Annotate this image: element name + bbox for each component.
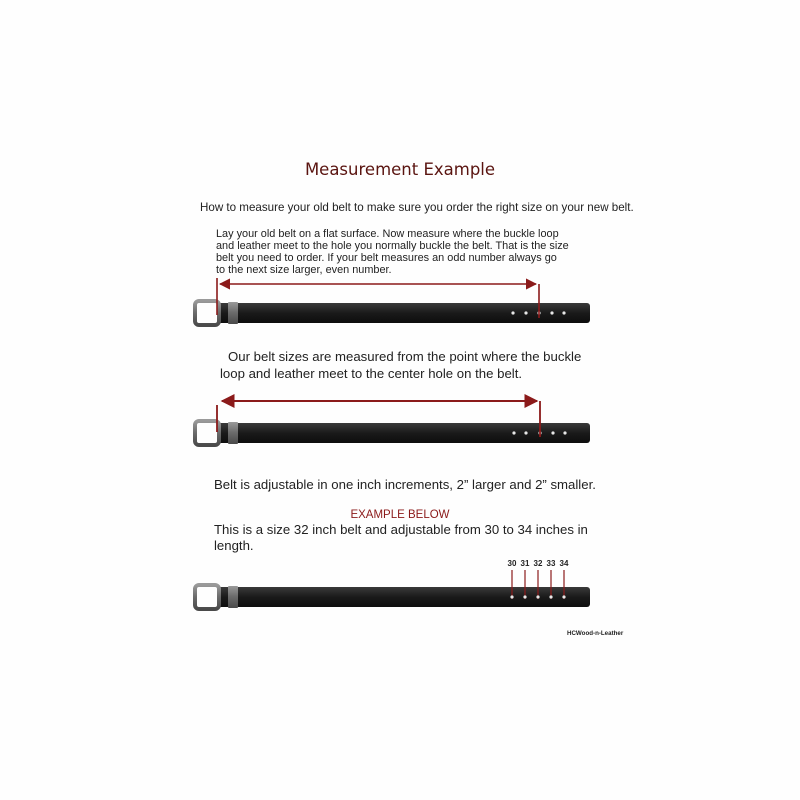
- belt-hole: [510, 595, 513, 598]
- sizing-line: loop and leather meet to the center hole on the belt.: [220, 365, 523, 381]
- size-label-30: 30: [507, 559, 517, 568]
- belt-2: [195, 401, 590, 445]
- credit-text: HCWood-n-Leather: [567, 630, 624, 637]
- buckle-icon: [195, 301, 219, 325]
- buckle-icon: [195, 585, 219, 609]
- belt-hole: [562, 595, 565, 598]
- belt-3: [195, 559, 590, 609]
- belt-loop: [228, 422, 238, 444]
- instruction-line: to the next size larger, even number.: [216, 264, 392, 276]
- belt-loop: [228, 586, 238, 608]
- belt-hole: [549, 595, 552, 598]
- example-line: length.: [214, 538, 254, 553]
- sizing-line: Our belt sizes are measured from the point where the buckle: [228, 349, 582, 364]
- example-heading: EXAMPLE BELOW: [350, 509, 450, 521]
- belt-strap: [218, 303, 590, 323]
- instruction-line: and leather meet to the hole you normally buckle the belt. That is the size: [216, 240, 569, 252]
- instruction-line: belt you need to order. If your belt measures an odd number always go: [216, 252, 557, 264]
- size-label-31: 31: [520, 559, 530, 568]
- buckle-icon: [195, 421, 219, 445]
- intro-text: How to measure your old belt to make sure you order the right size on your new belt.: [200, 201, 634, 214]
- adjustable-text: Belt is adjustable in one inch increments, 2” larger and 2” smaller.: [214, 477, 596, 492]
- instruction-line: Lay your old belt on a flat surface. Now measure where the buckle loop: [216, 228, 559, 240]
- belt-hole: [523, 595, 526, 598]
- size-label-34: 34: [559, 559, 569, 568]
- size-label-32: 32: [533, 559, 543, 568]
- belt-loop: [228, 302, 238, 324]
- page-title: Measurement Example: [304, 160, 496, 179]
- example-line: This is a size 32 inch belt and adjustable from 30 to 34 inches in: [214, 522, 588, 537]
- size-label-33: 33: [546, 559, 556, 568]
- belt-hole: [536, 595, 539, 598]
- belt-strap: [218, 423, 590, 443]
- belt-strap: [218, 587, 590, 607]
- belt-1: [195, 278, 590, 325]
